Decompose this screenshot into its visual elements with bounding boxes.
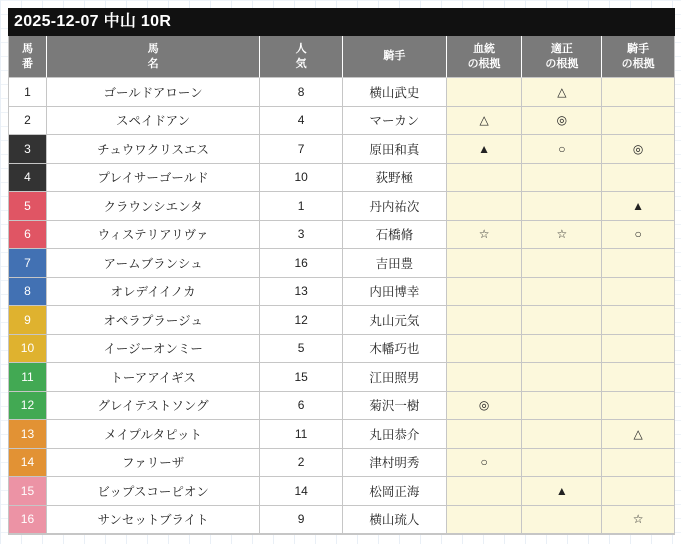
col-header-horse-number[interactable]: 馬 番 xyxy=(9,36,47,78)
jockey-basis-cell[interactable]: ☆ xyxy=(602,506,674,535)
jockey-basis-cell[interactable] xyxy=(602,392,674,421)
jockey-basis-cell[interactable]: △ xyxy=(602,420,674,449)
table-row xyxy=(9,449,674,478)
col-header-popularity[interactable]: 人 気 xyxy=(260,36,343,78)
jockey-cell[interactable]: マーカン xyxy=(343,107,447,136)
jockey-cell[interactable]: 内田博幸 xyxy=(343,278,447,307)
horse-name-cell[interactable]: プレイサーゴールド xyxy=(47,164,260,193)
table-row xyxy=(9,278,674,307)
jockey-cell[interactable]: 横山琉人 xyxy=(343,506,447,535)
horse-number-cell[interactable]: 15 xyxy=(9,477,47,506)
jockey-cell[interactable]: 丸田恭介 xyxy=(343,420,447,449)
popularity-cell[interactable]: 11 xyxy=(260,420,343,449)
jockey-cell[interactable]: 石橋脩 xyxy=(343,221,447,250)
jockey-basis-cell[interactable]: ○ xyxy=(602,221,674,250)
col-header-fitness-basis[interactable]: 適正 の根拠 xyxy=(522,36,602,78)
blood-basis-cell[interactable] xyxy=(447,164,523,193)
fitness-basis-cell[interactable] xyxy=(522,306,602,335)
horse-name-cell[interactable]: トーアアイギス xyxy=(47,363,260,392)
horse-name-cell[interactable]: スペイドアン xyxy=(47,107,260,136)
fitness-basis-cell[interactable] xyxy=(522,278,602,307)
jockey-basis-cell[interactable] xyxy=(602,306,674,335)
popularity-cell[interactable]: 14 xyxy=(260,477,343,506)
blood-basis-cell[interactable] xyxy=(447,477,523,506)
horse-number-cell[interactable]: 5 xyxy=(9,192,47,221)
blood-basis-cell[interactable]: ◎ xyxy=(447,392,523,421)
horse-number-cell[interactable]: 8 xyxy=(9,278,47,307)
jockey-basis-cell[interactable]: ▲ xyxy=(602,192,674,221)
jockey-cell[interactable]: 吉田豊 xyxy=(343,249,447,278)
horse-number-cell[interactable]: 2 xyxy=(9,107,47,136)
blood-basis-cell[interactable]: ○ xyxy=(447,449,523,478)
horse-name-cell[interactable]: ファリーザ xyxy=(47,449,260,478)
jockey-cell[interactable]: 菊沢一樹 xyxy=(343,392,447,421)
horse-number-cell[interactable]: 16 xyxy=(9,506,47,535)
table-row xyxy=(9,477,674,506)
popularity-cell[interactable]: 7 xyxy=(260,135,343,164)
jockey-cell[interactable]: 横山武史 xyxy=(343,78,447,107)
fitness-basis-cell[interactable] xyxy=(522,335,602,364)
fitness-basis-cell[interactable]: ▲ xyxy=(522,477,602,506)
popularity-cell[interactable]: 9 xyxy=(260,506,343,535)
blood-basis-cell[interactable] xyxy=(447,335,523,364)
jockey-basis-cell[interactable] xyxy=(602,78,674,107)
jockey-cell[interactable]: 松岡正海 xyxy=(343,477,447,506)
horse-number-cell[interactable]: 9 xyxy=(9,306,47,335)
horse-name-cell[interactable]: ゴールドアローン xyxy=(47,78,260,107)
race-grid xyxy=(8,36,675,535)
fitness-basis-cell[interactable] xyxy=(522,192,602,221)
blood-basis-cell[interactable] xyxy=(447,306,523,335)
jockey-cell[interactable]: 原田和真 xyxy=(343,135,447,164)
horse-number-cell[interactable]: 12 xyxy=(9,392,47,421)
table-row xyxy=(9,78,674,107)
jockey-cell[interactable]: 江田照男 xyxy=(343,363,447,392)
horse-name-cell[interactable]: イージーオンミー xyxy=(47,335,260,364)
table-row xyxy=(9,506,674,535)
table-row xyxy=(9,135,674,164)
table-row xyxy=(9,249,674,278)
horse-number-cell[interactable]: 7 xyxy=(9,249,47,278)
table-row xyxy=(9,392,674,421)
fitness-basis-cell[interactable] xyxy=(522,164,602,193)
blood-basis-cell[interactable] xyxy=(447,249,523,278)
popularity-cell[interactable]: 16 xyxy=(260,249,343,278)
fitness-basis-cell[interactable] xyxy=(522,392,602,421)
table-row xyxy=(9,221,674,250)
fitness-basis-cell[interactable] xyxy=(522,506,602,535)
blood-basis-cell[interactable]: △ xyxy=(447,107,523,136)
table-row xyxy=(9,192,674,221)
horse-number-cell[interactable]: 10 xyxy=(9,335,47,364)
jockey-cell[interactable]: 津村明秀 xyxy=(343,449,447,478)
fitness-basis-cell[interactable] xyxy=(522,420,602,449)
jockey-basis-cell[interactable] xyxy=(602,249,674,278)
jockey-cell[interactable]: 木幡巧也 xyxy=(343,335,447,364)
popularity-cell[interactable]: 10 xyxy=(260,164,343,193)
jockey-basis-cell[interactable] xyxy=(602,335,674,364)
blood-basis-cell[interactable]: ▲ xyxy=(447,135,523,164)
horse-name-cell[interactable]: ウィステリアリヴァ xyxy=(47,221,260,250)
popularity-cell[interactable]: 5 xyxy=(260,335,343,364)
col-header-horse-name[interactable]: 馬 名 xyxy=(47,36,260,78)
jockey-cell[interactable]: 丸山元気 xyxy=(343,306,447,335)
col-header-jockey-basis[interactable]: 騎手 の根拠 xyxy=(602,36,674,78)
blood-basis-cell[interactable] xyxy=(447,78,523,107)
popularity-cell[interactable]: 15 xyxy=(260,363,343,392)
horse-number-cell[interactable]: 14 xyxy=(9,449,47,478)
jockey-basis-cell[interactable] xyxy=(602,107,674,136)
table-row xyxy=(9,363,674,392)
table-row xyxy=(9,164,674,193)
table-header-row xyxy=(9,36,674,78)
table-row xyxy=(9,335,674,364)
race-title: 2025-12-07 中山 10R xyxy=(8,8,675,36)
horse-name-cell[interactable]: グレイテストソング xyxy=(47,392,260,421)
jockey-basis-cell[interactable] xyxy=(602,164,674,193)
horse-number-cell[interactable]: 6 xyxy=(9,221,47,250)
popularity-cell[interactable]: 3 xyxy=(260,221,343,250)
popularity-cell[interactable]: 13 xyxy=(260,278,343,307)
popularity-cell[interactable]: 1 xyxy=(260,192,343,221)
blood-basis-cell[interactable] xyxy=(447,420,523,449)
popularity-cell[interactable]: 6 xyxy=(260,392,343,421)
jockey-cell[interactable]: 荻野極 xyxy=(343,164,447,193)
horse-name-cell[interactable]: オペラプラージュ xyxy=(47,306,260,335)
horse-number-cell[interactable]: 11 xyxy=(9,363,47,392)
table-row xyxy=(9,107,674,136)
popularity-cell[interactable]: 8 xyxy=(260,78,343,107)
fitness-basis-cell[interactable]: ☆ xyxy=(522,221,602,250)
horse-name-cell[interactable]: ビップスコーピオン xyxy=(47,477,260,506)
blood-basis-cell[interactable]: ☆ xyxy=(447,221,523,250)
fitness-basis-cell[interactable]: ◎ xyxy=(522,107,602,136)
horse-name-cell[interactable]: クラウンシエンタ xyxy=(47,192,260,221)
blood-basis-cell[interactable] xyxy=(447,278,523,307)
blood-basis-cell[interactable] xyxy=(447,363,523,392)
jockey-basis-cell[interactable] xyxy=(602,278,674,307)
table-row xyxy=(9,420,674,449)
fitness-basis-cell[interactable]: ○ xyxy=(522,135,602,164)
horse-number-cell[interactable]: 4 xyxy=(9,164,47,193)
race-table xyxy=(8,8,675,535)
fitness-basis-cell[interactable] xyxy=(522,449,602,478)
blood-basis-cell[interactable] xyxy=(447,506,523,535)
fitness-basis-cell[interactable]: △ xyxy=(522,78,602,107)
horse-name-cell[interactable]: アームブランシュ xyxy=(47,249,260,278)
horse-number-cell[interactable]: 1 xyxy=(9,78,47,107)
jockey-basis-cell[interactable] xyxy=(602,477,674,506)
horse-number-cell[interactable]: 13 xyxy=(9,420,47,449)
horse-name-cell[interactable]: オレデイイノカ xyxy=(47,278,260,307)
fitness-basis-cell[interactable] xyxy=(522,363,602,392)
col-header-blood-basis[interactable]: 血統 の根拠 xyxy=(447,36,523,78)
jockey-basis-cell[interactable] xyxy=(602,363,674,392)
jockey-basis-cell[interactable]: ◎ xyxy=(602,135,674,164)
popularity-cell[interactable]: 4 xyxy=(260,107,343,136)
jockey-basis-cell[interactable] xyxy=(602,449,674,478)
col-header-jockey[interactable]: 騎手 xyxy=(343,36,447,78)
horse-number-cell[interactable]: 3 xyxy=(9,135,47,164)
blood-basis-cell[interactable] xyxy=(447,192,523,221)
horse-name-cell[interactable]: チュウワクリスエス xyxy=(47,135,260,164)
fitness-basis-cell[interactable] xyxy=(522,249,602,278)
popularity-cell[interactable]: 12 xyxy=(260,306,343,335)
jockey-cell[interactable]: 丹内祐次 xyxy=(343,192,447,221)
horse-name-cell[interactable]: サンセットブライト xyxy=(47,506,260,535)
horse-name-cell[interactable]: メイプルタピット xyxy=(47,420,260,449)
table-row xyxy=(9,306,674,335)
popularity-cell[interactable]: 2 xyxy=(260,449,343,478)
table-body xyxy=(9,78,674,534)
